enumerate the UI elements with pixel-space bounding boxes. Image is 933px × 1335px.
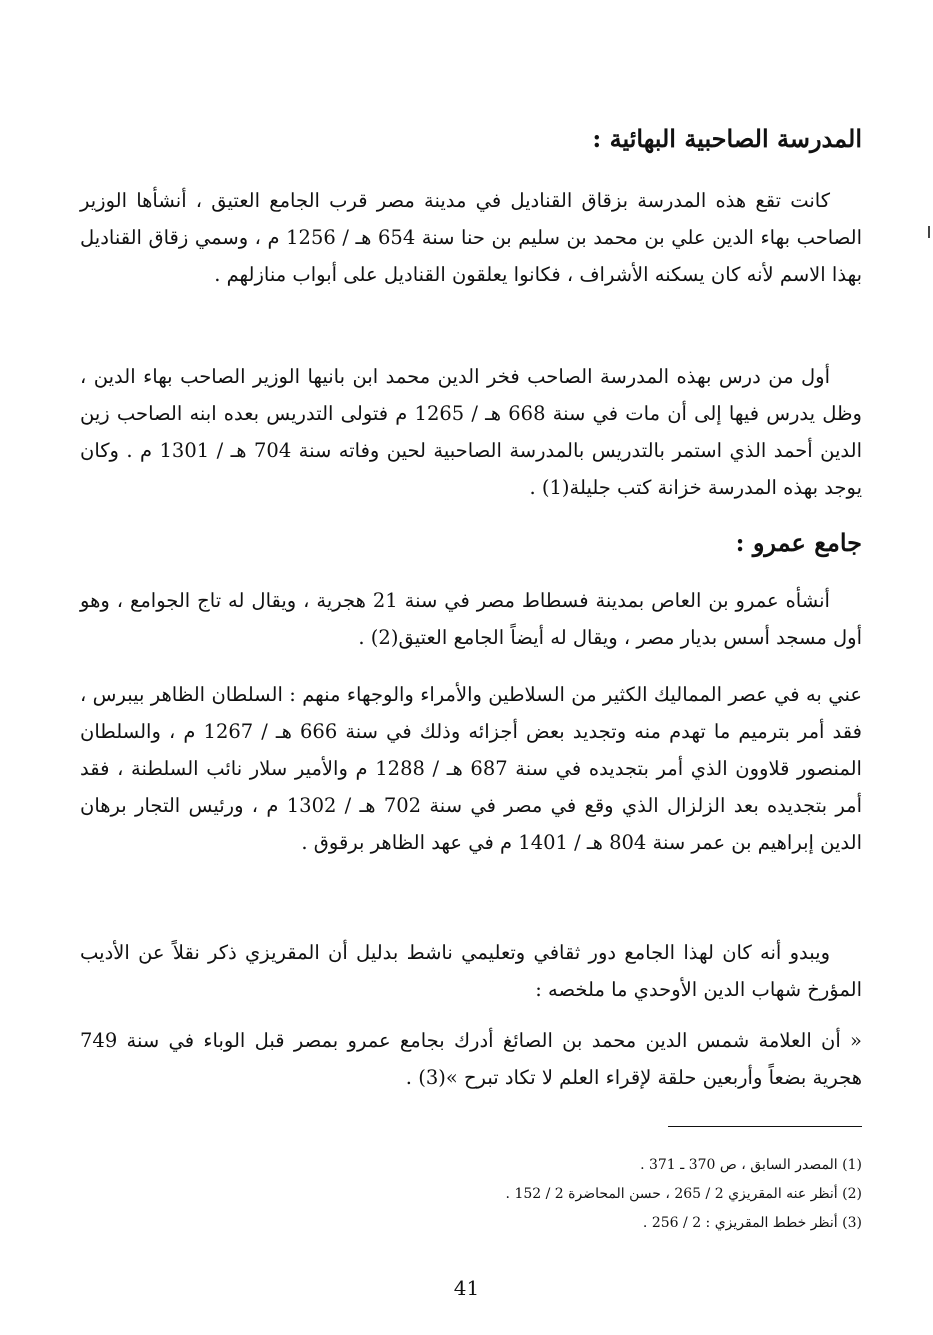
scan-edge-mark — [928, 226, 930, 238]
section-heading-amr-mosque: جامع عمرو : — [735, 528, 862, 557]
paragraph-sahibiya-location: كانت تقع هذه المدرسة بزقاق القناديل في مدينة مصر قرب الجامع العتيق ، أنشأها الوزير الصاحب بهاء الدين علي بن محمد بن سليم بن حنا سنة 654 هـ / 1256 م ، وسمي زقاق القناديل بهذا الاسم لأنه كان يسكنه الأشراف ، فكانوا يعلقون القناديل على أبواب منازلهم . — [80, 189, 862, 286]
page-number: 41 — [453, 1276, 480, 1300]
section-heading-sahibiya: المدرسة الصاحبية البهائية : — [592, 124, 862, 153]
paragraph-amr-founding: أنشأه عمرو بن العاص بمدينة فسطاط مصر في سنة 21 هجرية ، ويقال له تاج الجوامع ، وهو أول مسجد أسس بديار مصر ، ويقال له أيضاً الجامع العتيق(2) . — [80, 589, 862, 649]
footnote-2: (2) أنظر عنه المقريزي 2 / 265 ، حسن المحاضرة 2 / 152 . — [505, 1186, 862, 1202]
paragraph-sahibiya-teaching: أول من درس بهذه المدرسة الصاحب فخر الدين محمد ابن بانيها الوزير الصاحب بهاء الدين ، وظل يدرس فيها إلى أن مات في سنة 668 هـ / 1265 م فتولى التدريس بعده ابنه الصاحب زين الدين أحمد الذي استمر بالتدريس بالمدرسة الصاحبية لحين وفاته سنة 704 هـ / 1301 م . وكان يوجد بهذه المدرسة خزانة كتب جليلة(1) . — [80, 365, 862, 499]
footnote-divider — [668, 1126, 862, 1127]
footnote-3: (3) أنظر خطط المقريزي : 2 / 256 . — [642, 1215, 862, 1231]
paragraph-amr-mamluk-care: عني به في عصر المماليك الكثير من السلاطين والأمراء والوجهاء منهم : السلطان الظاهر بيبرس ، فقد أمر بترميم ما تهدم منه وتجديد بعض أجزائه وذلك في سنة 666 هـ / 1267 م ، والسلطان المنصور قلاوون الذي أمر بتجديده في سنة 687 هـ / 1288 م والأمير سلار نائب السلطنة ، فقد أمر بتجديده بعد الزلزال الذي وقع في مصر في سنة 702 هـ / 1302 م ، ورئيس التجار برهان الدين إبراهيم بن عمر سنة 804 هـ / 1401 م في عهد الظاهر برقوق . — [80, 683, 862, 854]
footnote-1: (1) المصدر السابق ، ص 370 ـ 371 . — [640, 1157, 862, 1173]
paragraph-amr-cultural-role: ويبدو أنه كان لهذا الجامع دور ثقافي وتعليمي ناشط بدليل أن المقريزي ذكر نقلاً عن الأديب المؤرخ شهاب الدين الأوحدي ما ملخصه : — [80, 941, 862, 1001]
quote-ibn-al-saigh: « أن العلامة شمس الدين محمد بن الصائغ أدرك بجامع عمرو بمصر قبل الوباء في سنة 749 هجرية بضعاً وأربعين حلقة لإقراء العلم لا تكاد تبرح »(3) . — [80, 1029, 862, 1089]
